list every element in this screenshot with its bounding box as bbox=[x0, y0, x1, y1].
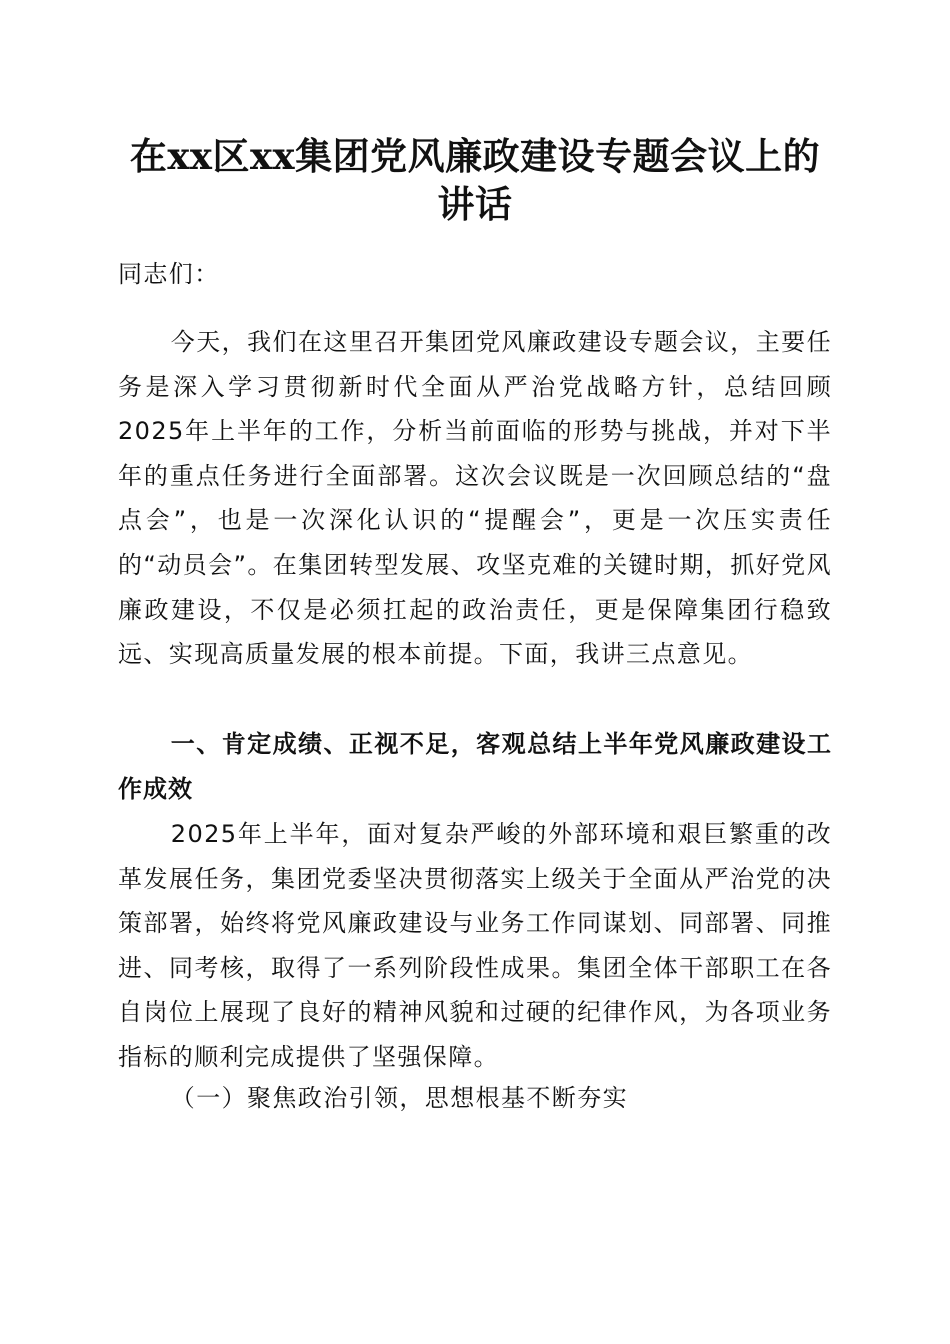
document-title: 在xx区xx集团党风廉政建设专题会议上的讲话 bbox=[129, 134, 821, 226]
intro-paragraph: 今天，我们在这里召开集团党风廉政建设专题会议，主要任务是深入学习贯彻新时代全面从严治党战略方针，总结回顾2025年上半年的工作，分析当前面临的形势与挑战，并对下半年的重点任务进行全面部署。这次会议既是一次回顾总结的“盘点会”，也是一次深化认识的“提醒会”，更是一次压实责任的“动员会”。在集团转型发展、攻坚克难的关键时期，抓好党风廉政建设，不仅是必须扛起的政治责任，更是保障集团行稳致远、实现高质量发展的根本前提。下面，我讲三点意见。 bbox=[118, 328, 832, 669]
subsection-heading-1: （一）聚焦政治引领，思想根基不断夯实 bbox=[170, 1084, 628, 1112]
section-1-paragraph: 2025年上半年，面对复杂严峻的外部环境和艰巨繁重的改革发展任务，集团党委坚决贯彻落实上级关于全面从严治党的决策部署，始终将党风廉政建设与业务工作同谋划、同部署、同推进、同考核，取得了一系列阶段性成果。集团全体干部职工在各自岗位上展现了良好的精神风貌和过硬的纪律作风，为各项业务指标的顺利完成提供了坚强保障。 bbox=[118, 820, 832, 1071]
salutation: 同志们： bbox=[118, 260, 220, 288]
section-heading-1: 一、肯定成绩、正视不足，客观总结上半年党风廉政建设工作成效 bbox=[118, 730, 832, 803]
